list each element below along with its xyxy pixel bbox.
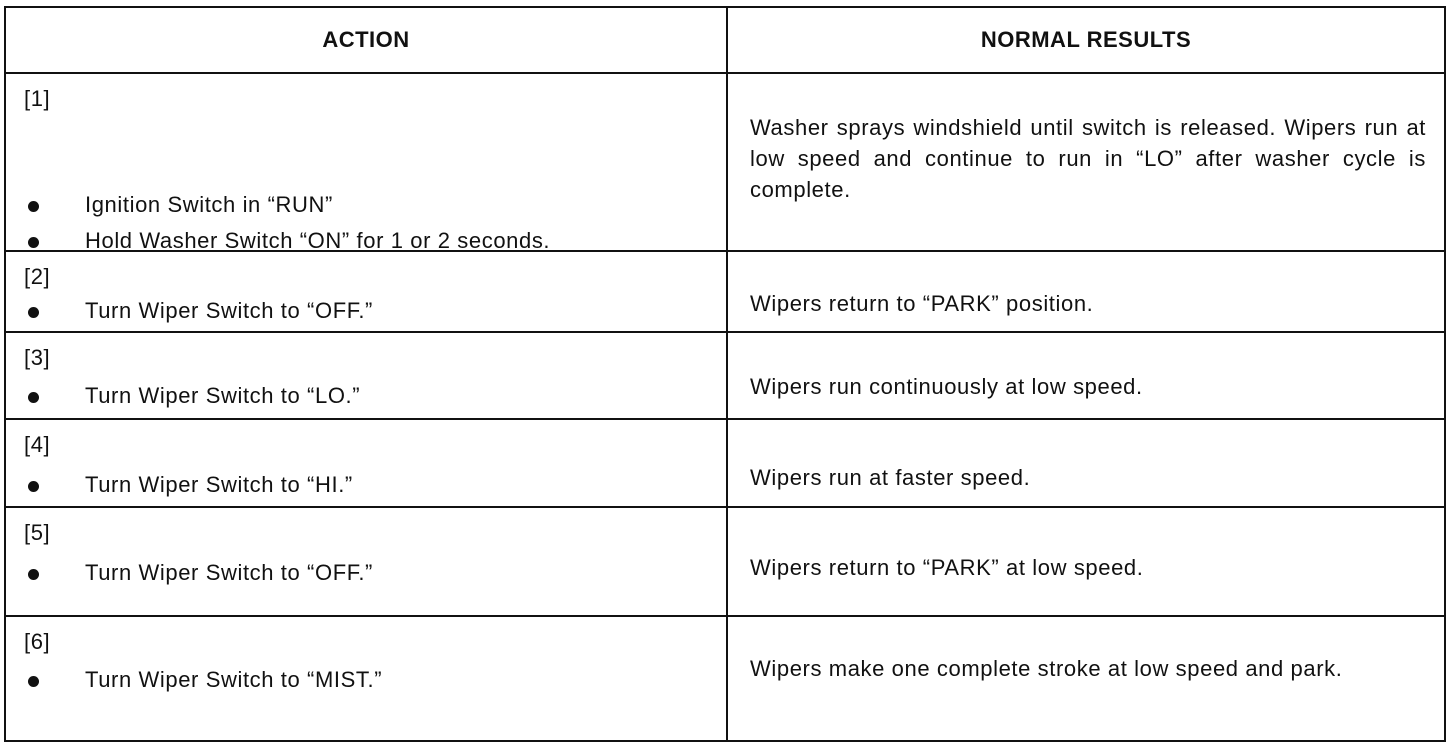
- result-cell: [727, 332, 1445, 419]
- result-cell: [727, 251, 1445, 332]
- action-column-header: ACTION: [5, 7, 727, 73]
- result-cell: [727, 73, 1445, 251]
- table-header-row: [5, 7, 1445, 73]
- step-number: [4]: [24, 432, 51, 457]
- step-number: [5]: [24, 520, 51, 545]
- result-text: Wipers return to “PARK” at low speed.: [750, 555, 1144, 580]
- action-cell: [5, 73, 727, 251]
- bullet-icon: [28, 676, 39, 687]
- table-row: [5, 507, 1445, 616]
- bullet-icon: [28, 481, 39, 492]
- results-column-header: NORMAL RESULTS: [727, 7, 1445, 73]
- step-number: [1]: [24, 86, 51, 111]
- step-number: [3]: [24, 345, 51, 370]
- result-text: Washer sprays windshield until switch is released. Wipers run at low speed and continue to run in “LO” after washer cycle is complete.: [750, 115, 1426, 202]
- table-row: [5, 73, 1445, 251]
- bullet-icon: [28, 569, 39, 580]
- result-cell: [727, 616, 1445, 741]
- result-text: Wipers make one complete stroke at low speed and park.: [750, 656, 1343, 681]
- table-row: [5, 616, 1445, 741]
- action-text: Turn Wiper Switch to “OFF.”: [85, 560, 373, 585]
- result-cell: [727, 419, 1445, 507]
- result-text: Wipers run continuously at low speed.: [750, 374, 1143, 399]
- procedure-sheet: [4, 6, 1444, 740]
- wiper-test-table: [4, 6, 1446, 742]
- result-cell: [727, 507, 1445, 616]
- table-row: [5, 251, 1445, 332]
- action-text: Turn Wiper Switch to “LO.”: [85, 383, 361, 408]
- bullet-icon: [28, 237, 39, 248]
- bullet-icon: [28, 201, 39, 212]
- action-cell: [5, 616, 727, 741]
- action-text: Hold Washer Switch “ON” for 1 or 2 seconds.: [85, 228, 551, 253]
- table-row: [5, 332, 1445, 419]
- action-cell: [5, 419, 727, 507]
- bullet-icon: [28, 307, 39, 318]
- action-text: Ignition Switch in “RUN”: [85, 192, 333, 217]
- result-text: Wipers run at faster speed.: [750, 465, 1031, 490]
- action-cell: [5, 332, 727, 419]
- table-row: [5, 419, 1445, 507]
- action-text: Turn Wiper Switch to “MIST.”: [85, 667, 383, 692]
- bullet-icon: [28, 392, 39, 403]
- action-cell: [5, 251, 727, 332]
- action-cell: [5, 507, 727, 616]
- action-text: Turn Wiper Switch to “OFF.”: [85, 298, 373, 323]
- result-text: Wipers return to “PARK” position.: [750, 291, 1094, 316]
- action-text: Turn Wiper Switch to “HI.”: [85, 472, 353, 497]
- step-number: [6]: [24, 629, 51, 654]
- step-number: [2]: [24, 264, 51, 289]
